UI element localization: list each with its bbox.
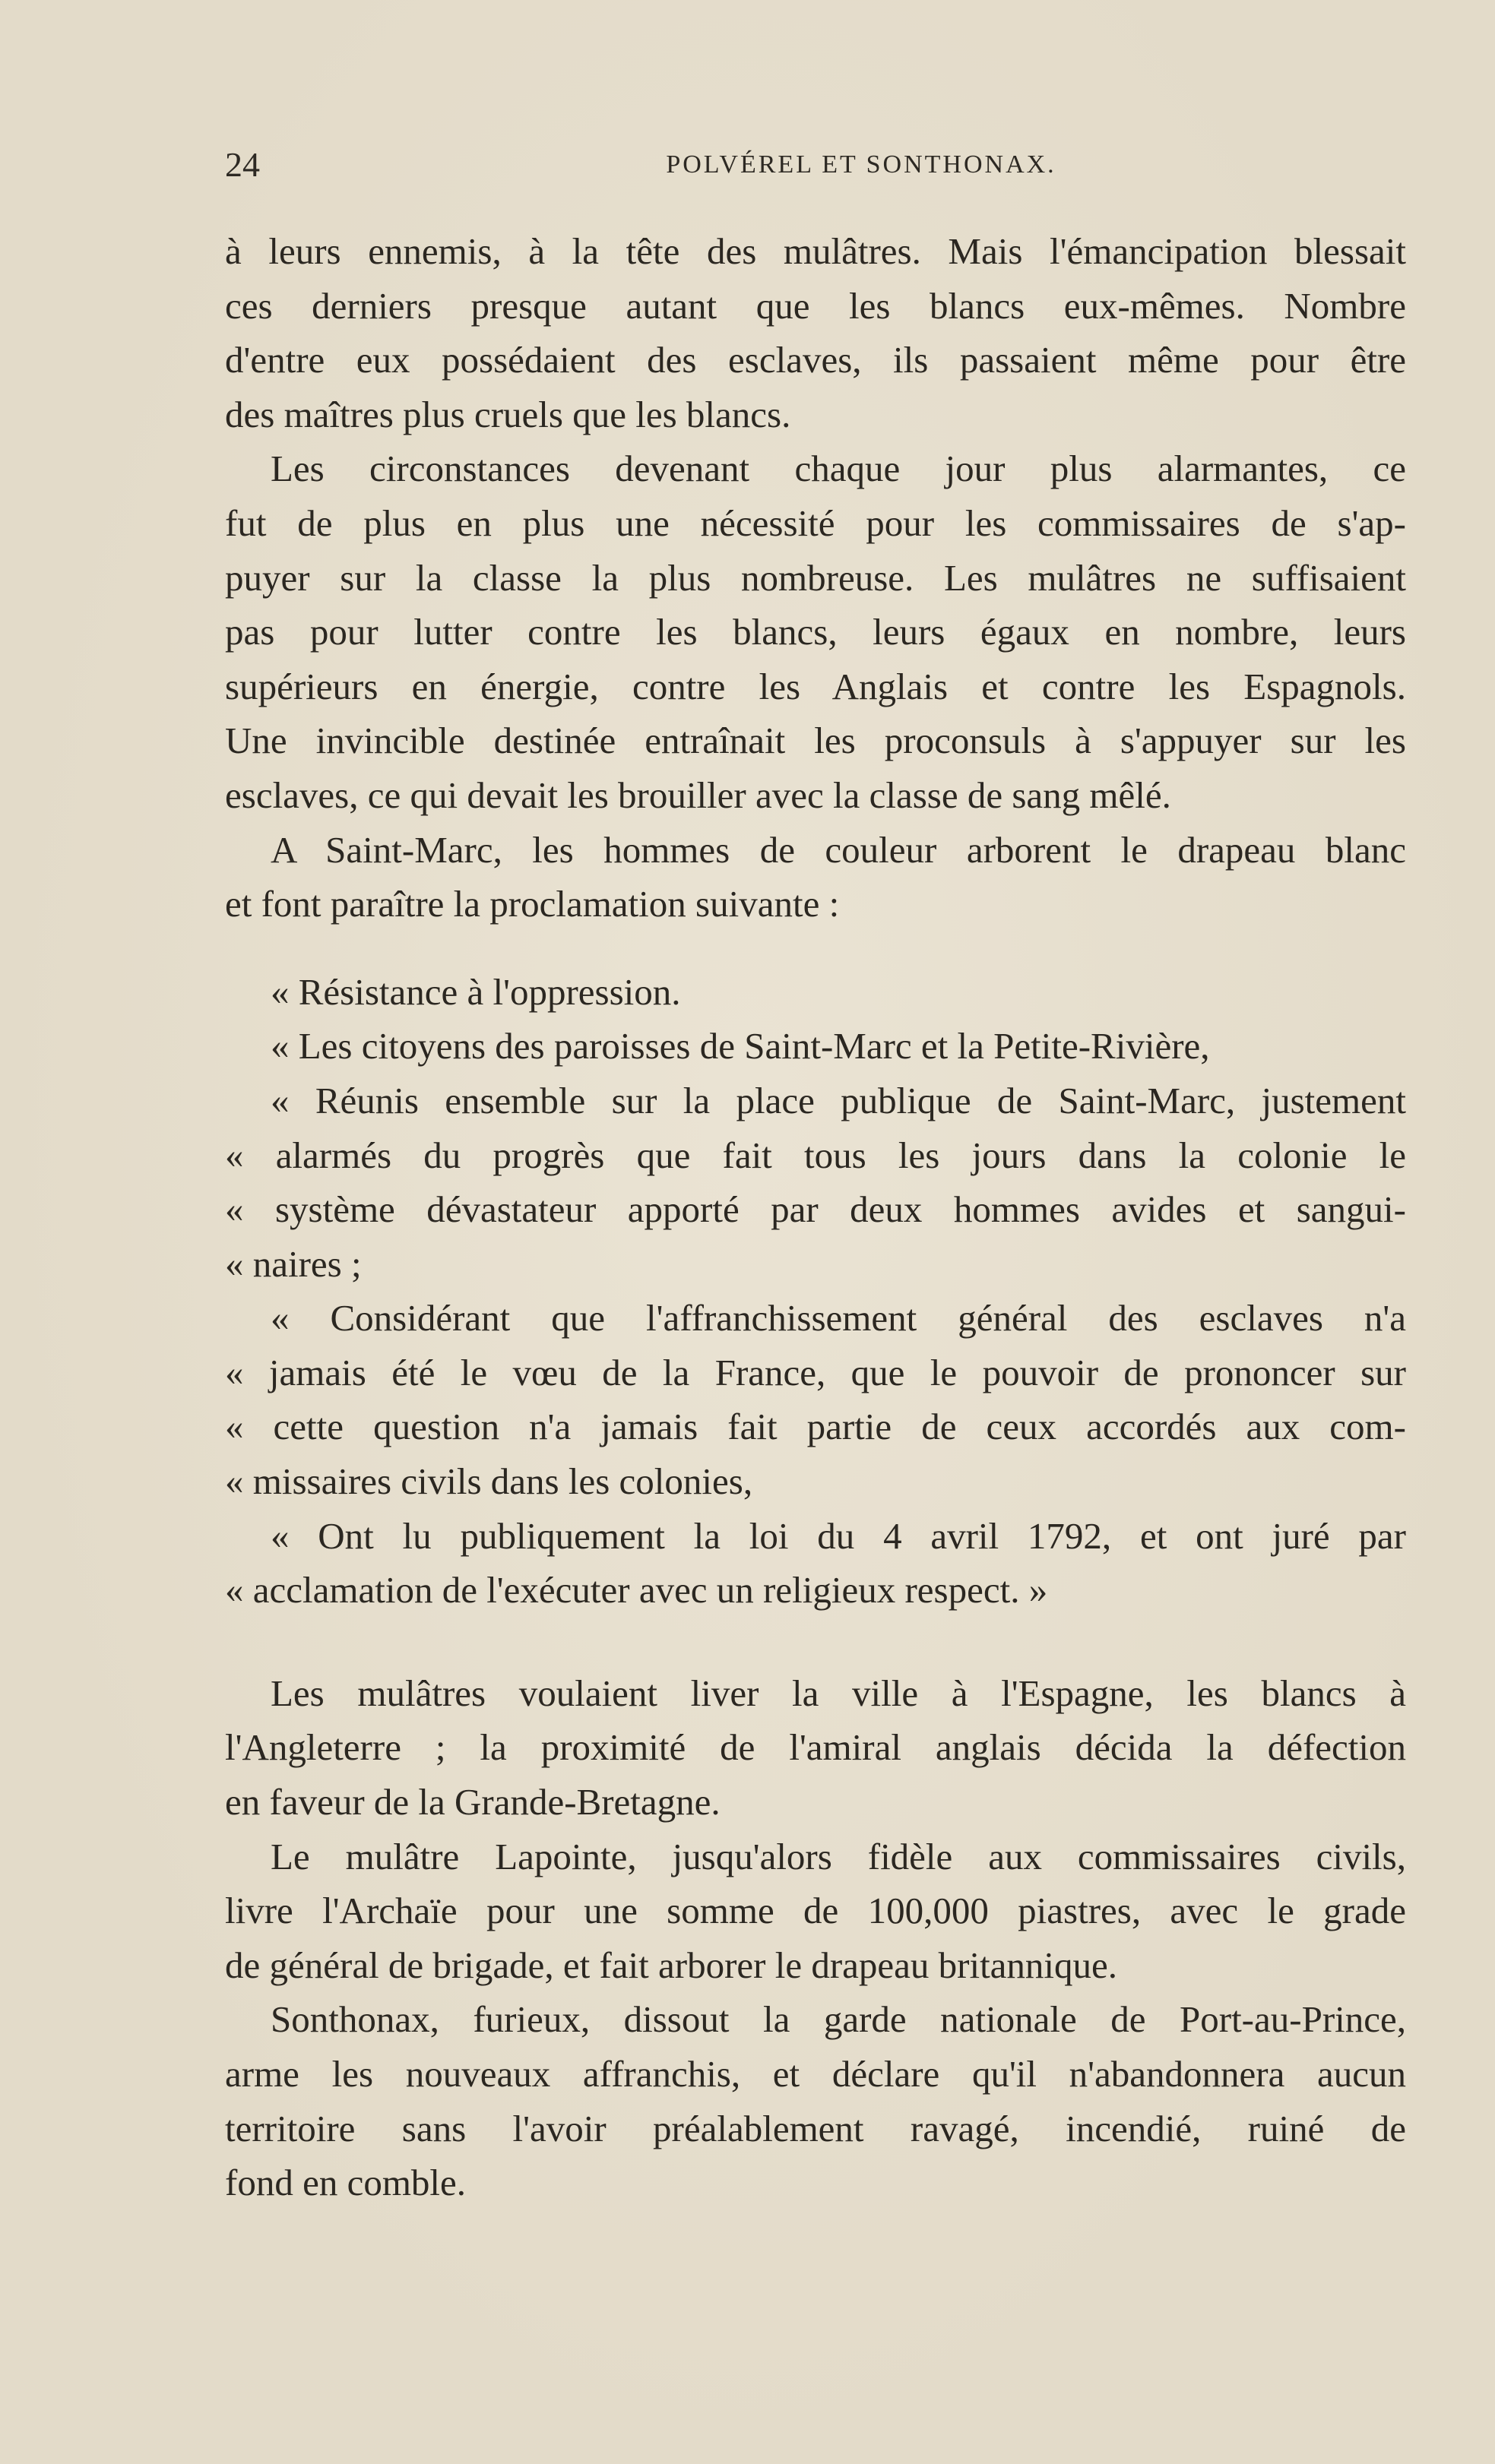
running-title: POLVÉREL ET SONTHONAX.	[666, 150, 1056, 179]
text-line: supérieurs en énergie, contre les Anglais et contre les Espagnols.	[225, 665, 1406, 707]
quote-line: « Les citoyens des paroisses de Saint-Marc et la Petite-Rivière,	[271, 1025, 1210, 1068]
quote-line: « cette question n'a jamais fait partie de ceux accordés aux com-	[225, 1406, 1406, 1448]
spacer	[225, 1618, 1406, 1666]
quote-line: « Résistance à l'oppression.	[271, 970, 681, 1013]
page-number: 24	[225, 145, 260, 184]
quote-line: « Considérant que l'affranchissement général des esclaves n'a	[271, 1297, 1406, 1340]
paragraph	[225, 224, 1406, 441]
paragraph	[225, 823, 1406, 932]
quote-line: « jamais été le vœu de la France, que le pouvoir de prononcer sur	[225, 1351, 1406, 1393]
quote-line: « Ont lu publiquement la loi du 4 avril 1792, et ont juré par	[271, 1514, 1406, 1557]
paragraph	[225, 441, 1406, 822]
quote-line: « missaires civils dans les colonies,	[225, 1460, 753, 1503]
paragraph	[225, 1666, 1406, 1830]
spacer	[225, 932, 1406, 965]
text-line: pas pour lutter contre les blancs, leurs égaux en nombre, leurs	[225, 611, 1406, 653]
body-text	[225, 224, 1406, 2210]
text-line: en faveur de la Grande-Bretagne.	[225, 1781, 721, 1823]
text-line: puyer sur la classe la plus nombreuse. Les mulâtres ne suffisaient	[225, 556, 1406, 599]
quote-line: « système dévastateur apporté par deux hommes avides et sangui-	[225, 1188, 1406, 1231]
text-line: A Saint-Marc, les hommes de couleur arborent le drapeau blanc	[271, 828, 1406, 871]
text-line: Sonthonax, furieux, dissout la garde nationale de Port-au-Prince,	[271, 1998, 1406, 2041]
text-line: fut de plus en plus une nécessité pour les commissaires de s'ap-	[225, 501, 1406, 544]
quote-line: « Réunis ensemble sur la place publique de Saint-Marc, justement	[271, 1079, 1406, 1121]
text-line: Les circonstances devenant chaque jour plus alarmantes, ce	[271, 448, 1406, 490]
text-line: d'entre eux possédaient des esclaves, ils passaient même pour être	[225, 339, 1406, 381]
text-line: Les mulâtres voulaient liver la ville à l'Espagne, les blancs à	[271, 1672, 1406, 1714]
text-line: Le mulâtre Lapointe, jusqu'alors fidèle aux commissaires civils,	[271, 1835, 1406, 1877]
quote-line: « alarmés du progrès que fait tous les jours dans la colonie le	[225, 1134, 1406, 1176]
proclamation	[225, 965, 1406, 1618]
text-line: l'Angleterre ; la proximité de l'amiral anglais décida la défection	[225, 1726, 1406, 1769]
text-line: livre l'Archaïe pour une somme de 100,000 piastres, avec le grade	[225, 1890, 1406, 1932]
text-line: et font paraître la proclamation suivante :	[225, 883, 840, 925]
quote-line: « acclamation de l'exécuter avec un religieux respect. »	[225, 1569, 1048, 1612]
text-line: arme les nouveaux affranchis, et déclare qu'il n'abandonnera aucun	[225, 2053, 1406, 2095]
text-line: ces derniers presque autant que les blancs eux-mêmes. Nombre	[225, 284, 1406, 327]
text-line: des maîtres plus cruels que les blancs.	[225, 393, 791, 435]
text-line: de général de brigade, et fait arborer le drapeau britannique.	[225, 1944, 1118, 1986]
text-line: fond en comble.	[225, 2162, 467, 2204]
text-line: à leurs ennemis, à la tête des mulâtres. Mais l'émancipation blessait	[225, 230, 1406, 272]
paragraph	[225, 1992, 1406, 2209]
running-head	[225, 144, 1406, 190]
text-line: territoire sans l'avoir préalablement ravagé, incendié, ruiné de	[225, 2107, 1406, 2149]
quote-line: « naires ;	[225, 1242, 362, 1285]
text-line: Une invincible destinée entraînait les proconsuls à s'appuyer sur les	[225, 720, 1406, 762]
text-line: esclaves, ce qui devait les brouiller avec la classe de sang mêlé.	[225, 773, 1171, 816]
paragraph	[225, 1830, 1406, 1993]
